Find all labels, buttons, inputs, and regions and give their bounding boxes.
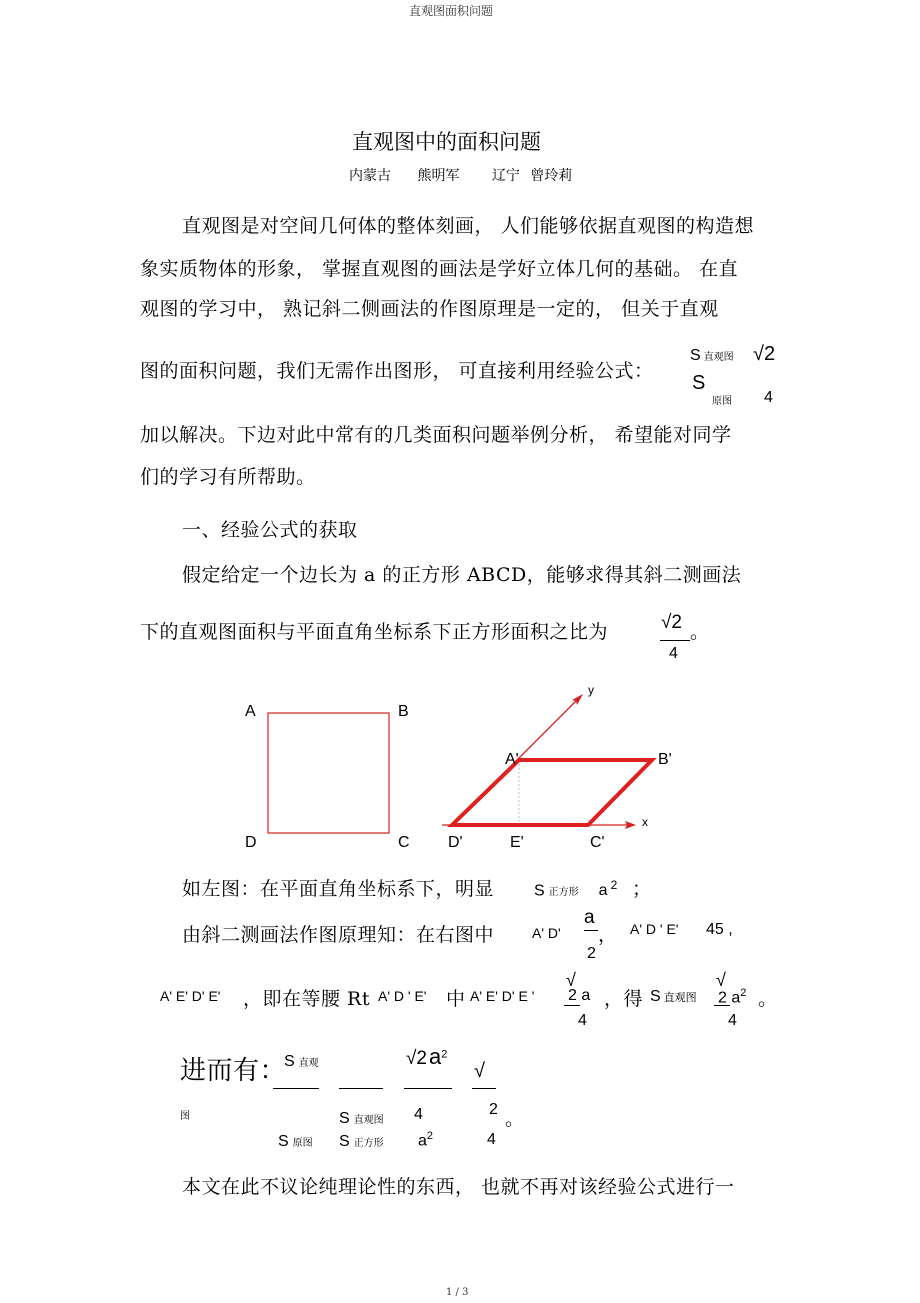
triangle-ADE: A' D ' E'	[378, 988, 427, 1004]
a-var: a	[429, 1044, 442, 1069]
label-D-prime: D'	[448, 834, 463, 851]
paragraph-line: 们的学习有所帮助。	[140, 466, 316, 488]
segment-equality: A' E' D' E'	[160, 988, 221, 1004]
label-y: y	[588, 683, 594, 697]
paragraph-line: 由斜二测画法作图原理知：在右图中	[182, 924, 495, 946]
S-symbol: S	[339, 1133, 350, 1150]
subscript: 原图	[292, 1138, 313, 1149]
angle-ADE: A' D ' E'	[630, 921, 679, 937]
exponent: 2	[610, 878, 618, 892]
segment-AD: A' D'	[532, 925, 561, 941]
paragraph-text: ，即在等腰 Rt	[243, 988, 370, 1010]
formula-square-area	[534, 878, 617, 900]
subscript: 正方形	[548, 887, 579, 899]
segment-equality: A' E' D' E '	[470, 988, 535, 1004]
S-symbol: S	[534, 882, 545, 900]
sqrt-sign: √	[716, 970, 726, 990]
figure-diagram	[230, 680, 670, 860]
running-header: 直观图面积问题	[409, 4, 494, 18]
label-x: x	[642, 815, 648, 829]
S-symbol: S	[339, 1110, 350, 1127]
S-symbol: S	[690, 347, 701, 364]
denominator-4: 4	[764, 389, 773, 406]
paragraph-line: 加以解决。下边对此中常有的几类面积问题举例分析， 希望能对同学	[140, 424, 732, 446]
paragraph-line: 下的直观图面积与平面直角坐标系下正方形面积之比为	[140, 621, 609, 643]
sqrt-sign: √	[566, 970, 576, 990]
sqrt2-text: √2	[406, 1048, 427, 1069]
paragraph-line: 假定给定一个边长为 a 的正方形 ABCD，能够求得其斜二测画法	[182, 564, 742, 586]
author1-region: 内蒙古	[349, 168, 391, 184]
sqrt2-big	[406, 1044, 447, 1070]
S-symbol: S	[278, 1133, 289, 1150]
S-symbol: S	[692, 372, 706, 394]
label-C: C	[398, 834, 410, 851]
paragraph-line: 象实质物体的形象， 掌握直观图的画法是学好立体几何的基础。 在直	[140, 258, 739, 280]
frac-num-a: a	[584, 907, 595, 928]
label-A: A	[245, 703, 256, 720]
paragraph-text: 进而有：	[180, 1056, 287, 1086]
S-yuantu	[278, 1133, 313, 1151]
punctuation: ；	[632, 878, 652, 900]
punctuation: ，	[598, 924, 618, 946]
paragraph-line: 直观图是对空间几何体的整体刻画， 人们能够依据直观图的构造想	[182, 215, 755, 237]
sqrt2a2-text: 2 a	[718, 989, 741, 1007]
paragraph-text: ，得	[604, 988, 644, 1010]
denominator-4: 4	[487, 1131, 496, 1148]
label-D: D	[245, 834, 257, 851]
punctuation: 。	[690, 621, 710, 643]
punctuation: 。	[505, 1108, 525, 1130]
label-E-prime: E'	[510, 834, 524, 851]
S-zhiguan	[284, 1053, 319, 1071]
label-B: B	[398, 703, 409, 720]
denominator-4: 4	[728, 1012, 737, 1029]
a-var: a	[418, 1132, 427, 1150]
exponent: 2	[740, 987, 747, 999]
a-var: a	[598, 882, 608, 900]
author2-region: 辽宁	[491, 168, 520, 184]
label-B-prime: B'	[658, 751, 672, 768]
S-symbol: S	[650, 988, 661, 1005]
exponent: 2	[441, 1048, 448, 1061]
frac-den-2: 2	[587, 945, 596, 962]
author1-name: 熊明军	[417, 168, 460, 184]
square-abcd	[268, 713, 389, 833]
paragraph-line: 如左图：在平面直角坐标系下，明显	[182, 878, 495, 900]
page-number: 1 / 3	[446, 1287, 469, 1298]
label-A-prime: A'	[505, 751, 519, 768]
label-C-prime: C'	[590, 834, 605, 851]
denominator-4: 4	[669, 645, 678, 662]
page-title: 直观图中的面积问题	[352, 130, 541, 154]
paragraph-text: 中	[446, 988, 466, 1010]
denominator-4: 4	[578, 1012, 587, 1029]
a-squared	[418, 1130, 433, 1150]
punctuation: 。	[758, 988, 778, 1010]
author-line	[349, 165, 572, 185]
paragraph-line: 观图的学习中， 熟记斜二侧画法的作图原理是一定的， 但关于直观	[140, 298, 719, 320]
subscript: 图	[180, 1111, 190, 1122]
sqrt2: √2	[661, 612, 682, 633]
sqrt-sign: √	[474, 1060, 485, 1082]
author2-name: 曾玲莉	[530, 168, 573, 184]
subscript: 正方形	[353, 1138, 384, 1149]
angle-value: 45 ,	[706, 921, 733, 938]
section-heading: 一、经验公式的获取	[182, 519, 358, 541]
sqrt2: √2	[753, 343, 776, 365]
parallelogram-abcd	[452, 760, 652, 825]
S-zhiguantu-2	[339, 1110, 384, 1128]
subscript: 直观图	[663, 992, 697, 1004]
two: 2	[489, 1101, 498, 1118]
exponent: 2	[426, 1130, 434, 1142]
subscript: 直观图	[703, 352, 734, 363]
S-symbol: S	[284, 1053, 295, 1070]
sqrt2-a: 2 a	[568, 987, 591, 1004]
S-zhiguantu	[650, 988, 697, 1006]
subscript: 直观图	[353, 1115, 384, 1126]
subscript: 直观	[298, 1058, 319, 1069]
denominator-4: 4	[414, 1106, 423, 1123]
S-zhengfangxing	[339, 1133, 384, 1151]
paragraph-line: 本文在此不议论纯理论性的东西， 也就不再对该经验公式进行一	[182, 1176, 735, 1198]
paragraph-line: 图的面积问题，我们无需作出图形， 可直接利用经验公式：	[140, 360, 654, 382]
subscript: 原图	[712, 396, 732, 407]
